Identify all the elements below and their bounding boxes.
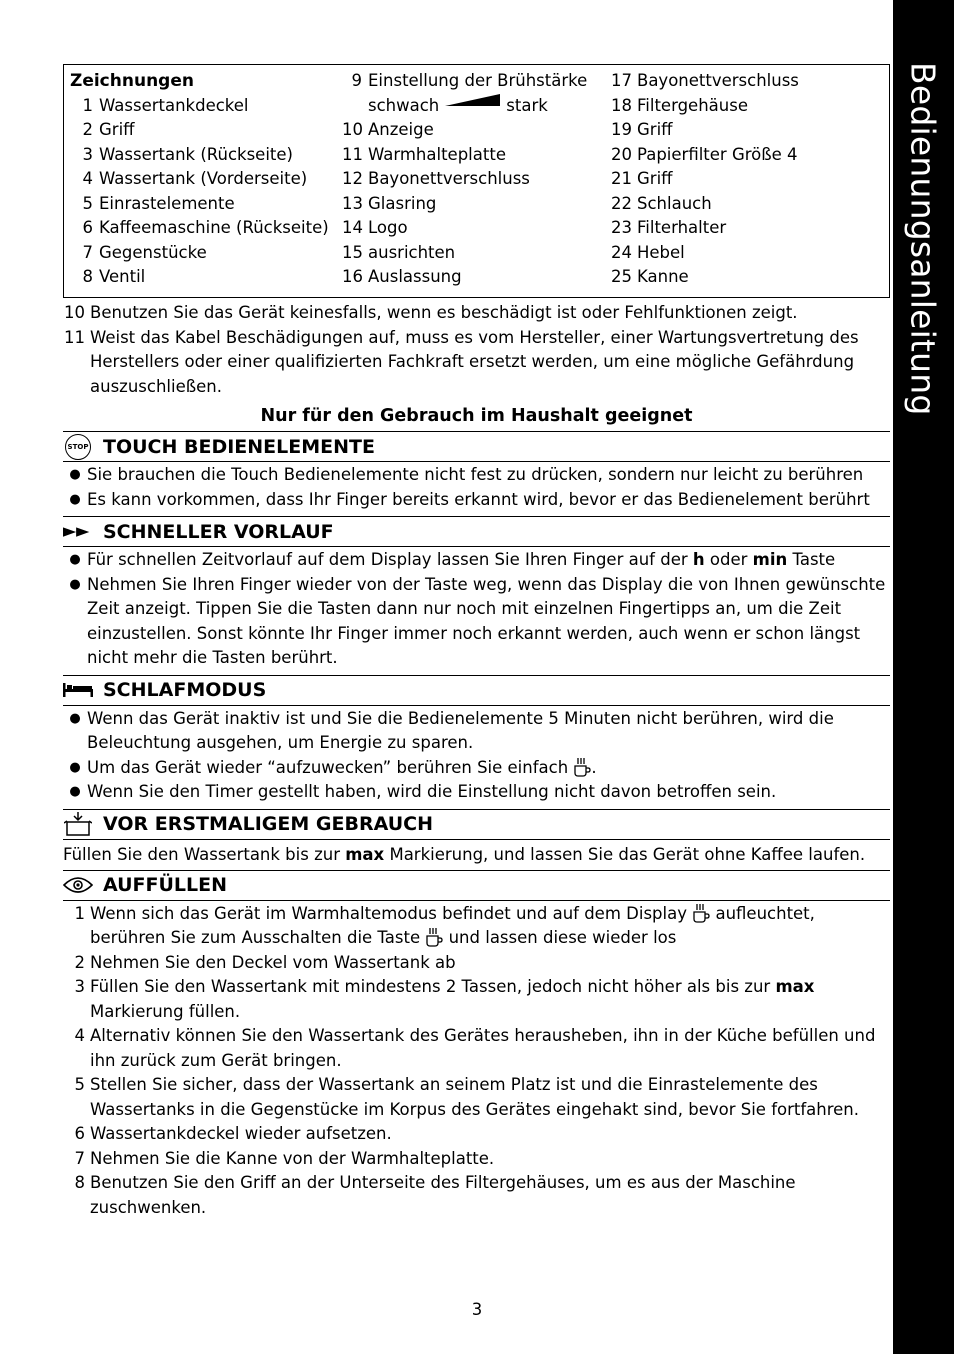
fill-steps: [63, 901, 890, 1221]
safety-list: [63, 301, 890, 399]
strength-scale: schwach stark: [368, 95, 548, 115]
list-item: 7 Nehmen Sie die Kanne von der Warmhalteplatte.: [74, 1148, 495, 1168]
fast-forward-icon: [63, 526, 93, 538]
steam-cup-icon: [573, 757, 591, 777]
list-item: 3 Füllen Sie den Wassertank mit mindestens 2 Tassen, jedoch nicht höher als bis zur max Markierung füllen.: [74, 977, 815, 1021]
list-item: 10 Anzeige: [342, 120, 434, 139]
list-item: 24 Hebel: [611, 242, 685, 262]
section-title: SCHLAFMODUS: [103, 679, 267, 701]
list-item: 16 Auslassung: [342, 267, 462, 286]
section-title: TOUCH BEDIENELEMENTE: [103, 435, 375, 458]
eye-icon: [63, 877, 93, 893]
bullet-icon: ●: [69, 710, 81, 726]
list-item: 21 Griff: [611, 169, 673, 188]
section-first-use-header: [63, 809, 890, 840]
list-item: 1 Wenn sich das Gerät im Warmhaltemodus befindet und auf dem Display aufleuchtet, berühren Sie zum Ausschalten die Taste und lassen diese wieder los: [74, 903, 815, 947]
list-item: 7 Gegenstücke: [82, 242, 207, 262]
list-item: 5 Einrastelemente: [82, 193, 235, 213]
list-item: 8 Ventil: [82, 267, 146, 286]
list-item: 3 Wassertank (Rückseite): [82, 144, 293, 164]
list-item: 15 ausrichten: [342, 242, 456, 262]
drawings-column-2: [342, 69, 587, 290]
page-content: [63, 64, 890, 1220]
section-title: SCHNELLER VORLAUF: [103, 520, 334, 543]
list-item: 25 Kanne: [611, 267, 689, 286]
list-item: 12 Bayonettverschluss: [342, 169, 530, 188]
list-item: 20 Papierfilter Größe 4: [611, 144, 798, 164]
section-sleep-header: [63, 675, 890, 706]
bullet-icon: ●: [69, 784, 81, 799]
list-item: 17 Bayonettverschluss: [611, 71, 799, 90]
list-item: 10 Benutzen Sie das Gerät keinesfalls, wenn es beschädigt ist oder Fehlfunktionen zeigt.: [64, 303, 798, 322]
list-item: 11 Warmhalteplatte: [342, 144, 506, 164]
list-item: ● Wenn Sie den Timer gestellt haben, wird die Einstellung nicht davon betroffen sein.: [63, 780, 890, 805]
list-item: 2 Nehmen Sie den Deckel vom Wassertank ab: [74, 952, 456, 972]
list-item: 6 Kaffeemaschine (Rückseite): [82, 218, 329, 237]
first-use-text: Füllen Sie den Wassertank bis zur max Markierung, und lassen Sie das Gerät ohne Kaffee laufen.: [63, 844, 866, 864]
fast-forward-list: [63, 547, 890, 675]
household-note: Nur für den Gebrauch im Haushalt geeignet: [260, 406, 693, 426]
list-item: 6 Wassertankdeckel wieder aufsetzen.: [74, 1124, 392, 1143]
list-item: ● Für schnellen Zeitvorlauf auf dem Display lassen Sie Ihren Finger auf der h oder min Taste: [63, 548, 890, 573]
list-item: 2 Griff: [82, 120, 135, 139]
page-number: 3: [471, 1300, 483, 1319]
list-item: 9 Einstellung der Brühstärke: [351, 71, 588, 90]
section-title: VOR ERSTMALIGEM GEBRAUCH: [103, 813, 433, 835]
bullet-icon: ●: [69, 552, 81, 567]
list-item: 23 Filterhalter: [611, 218, 727, 237]
bullet-icon: ●: [69, 576, 81, 592]
list-item: 4 Alternativ können Sie den Wassertank des Gerätes herausheben, ihn in der Küche befüllen und ihn zurück zum Gerät bringen.: [74, 1026, 876, 1070]
list-item: ● Um das Gerät wieder “aufzuwecken” berühren Sie einfach .: [63, 756, 890, 781]
list-item: ● Sie brauchen die Touch Bedienelemente nicht fest zu drücken, sondern nur leicht zu berühren: [63, 463, 890, 488]
bullet-icon: ●: [69, 491, 81, 507]
drawings-box: [63, 64, 890, 298]
list-item: 18 Filtergehäuse: [611, 95, 748, 115]
list-item: 13 Glasring: [342, 193, 437, 213]
list-item: 11 Weist das Kabel Beschädigungen auf, muss es vom Hersteller, einer Wartungsvertretung des Herstellers oder einer qualifizierten Fachkraft ersetzt werden, um eine mögliche Gefährdung auszuschließen.: [64, 327, 859, 396]
bullet-icon: ●: [69, 759, 81, 775]
section-fill-header: [63, 870, 890, 901]
list-item: 22 Schlauch: [611, 193, 712, 213]
list-item: 5 Stellen Sie sicher, dass der Wassertank an seinem Platz ist und die Einrastelemente des Wassertanks in die Gegenstücke im Korpus des Gerätes eingehakt sind, bevor Sie fortfahren.: [74, 1075, 859, 1119]
steam-cup-icon: [425, 927, 443, 947]
list-item: ● Wenn das Gerät inaktiv ist und Sie die Bedienelemente 5 Minuten nicht berühren, wird die Beleuchtung ausgehen, um Energie zu sparen.: [63, 707, 890, 756]
drawings-column-3: [611, 69, 799, 290]
side-tab-title: Bedienungsanleitung: [903, 62, 943, 416]
touch-list: [63, 462, 890, 516]
sleep-list: [63, 706, 890, 809]
list-item: 8 Benutzen Sie den Griff an der Unterseite des Filtergehäuses, um es aus der Maschine zuschwenken.: [74, 1173, 796, 1217]
drawings-column-1: [70, 69, 329, 290]
stop-icon: STOP: [65, 434, 91, 460]
section-title: AUFFÜLLEN: [103, 874, 228, 896]
steam-cup-icon: [692, 903, 710, 923]
section-touch-header: [63, 431, 890, 462]
bed-icon: [63, 683, 93, 697]
list-item: 14 Logo: [342, 218, 408, 237]
drawings-title: Zeichnungen: [70, 71, 194, 91]
list-item: ● Nehmen Sie Ihren Finger wieder von der Taste weg, wenn das Display die von Ihnen gewünschte Zeit anzeigt. Tippen Sie die Tasten dann nur noch mit einzelnen Fingertipps an, um die Zeit einzustellen. Sonst könnte Ihr Finger immer noch erkannt werden, auch wenn er schon längst nicht mehr die Tasten berührt.: [63, 573, 890, 671]
coffee-maker-icon: [64, 811, 92, 837]
bullet-icon: ●: [69, 467, 81, 482]
list-item: 1 Wassertankdeckel: [82, 95, 249, 115]
section-fast-forward-header: [63, 516, 890, 547]
list-item: ● Es kann vorkommen, dass Ihr Finger bereits erkannt wird, bevor er das Bedienelement berührt: [63, 488, 890, 513]
strength-wedge-icon: [445, 94, 500, 106]
list-item: 19 Griff: [611, 120, 673, 139]
list-item: 4 Wassertank (Vorderseite): [82, 169, 308, 188]
